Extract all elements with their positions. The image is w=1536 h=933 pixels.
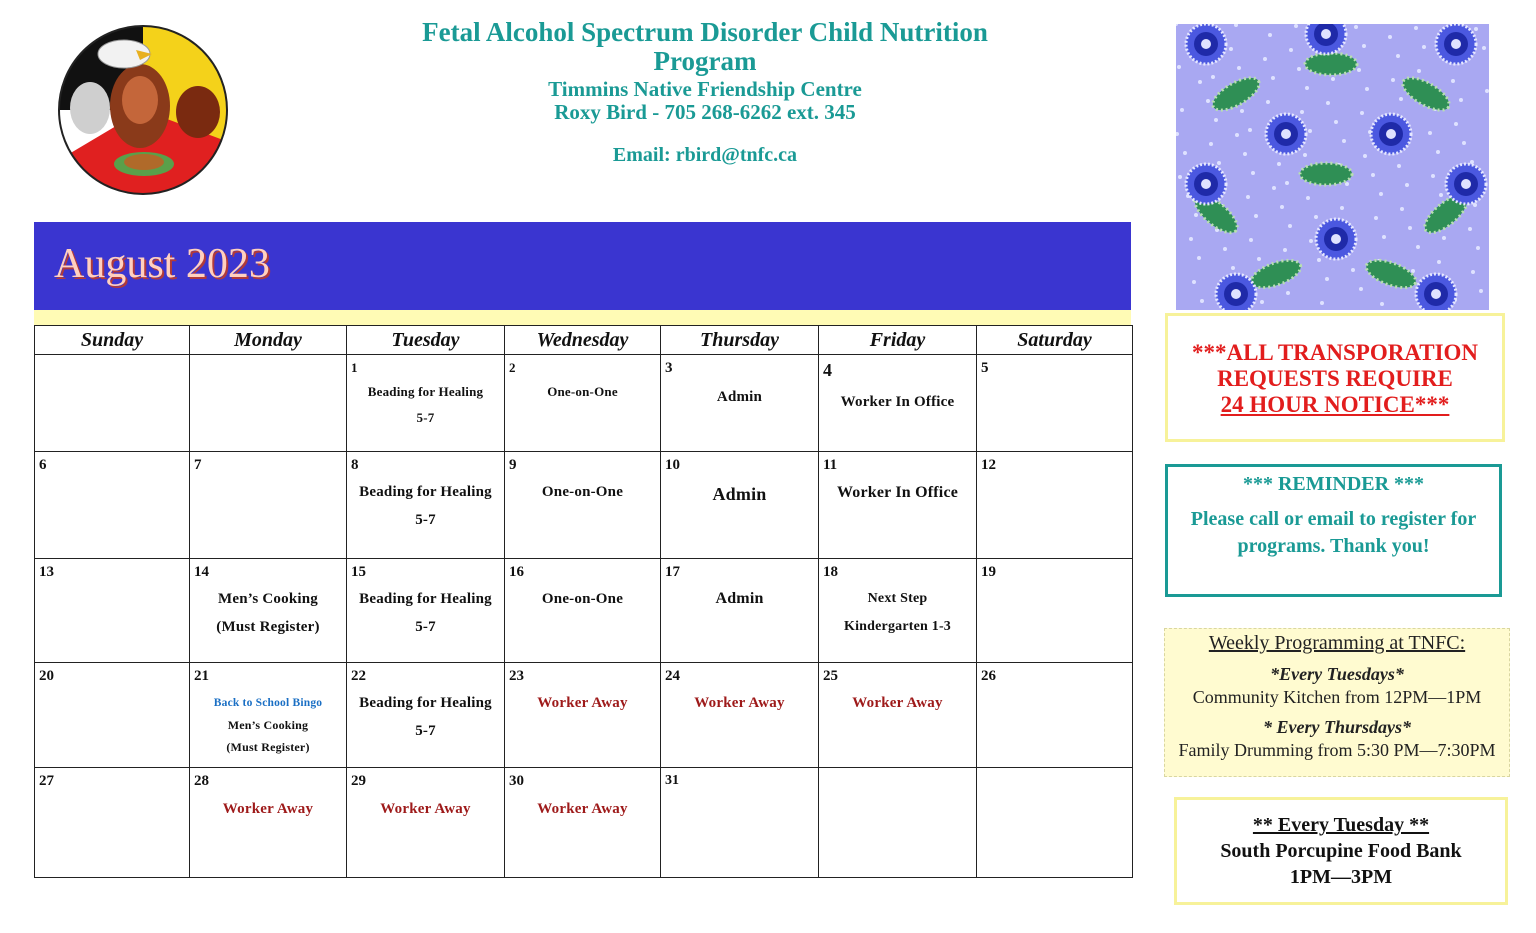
event-title: One-on-One bbox=[541, 591, 624, 607]
program-title: Fetal Alcohol Spectrum Disorder Child Nutrition Program bbox=[422, 17, 988, 76]
day-number: 9 bbox=[509, 457, 517, 473]
day-number: 30 bbox=[509, 773, 524, 789]
weekly-day-2: * Every Thursdays* bbox=[1263, 717, 1411, 737]
day-number: 14 bbox=[194, 564, 209, 580]
event-title-bingo: Back to School Bingo bbox=[213, 697, 323, 709]
event-title: Worker Away bbox=[222, 801, 314, 817]
week-row bbox=[35, 355, 1133, 452]
day-cell bbox=[505, 452, 661, 559]
event-title: One-on-One bbox=[547, 384, 618, 399]
day-number: 13 bbox=[39, 564, 54, 580]
event-title: Worker In Office bbox=[836, 484, 959, 501]
weekly-title: Weekly Programming at TNFC: bbox=[1208, 632, 1466, 654]
day-cell bbox=[190, 663, 347, 768]
day-number: 11 bbox=[823, 457, 838, 473]
weekly-item-2: Family Drumming from 5:30 PM—7:30PM bbox=[1178, 740, 1496, 760]
event-time: 5-7 bbox=[416, 410, 435, 425]
header bbox=[380, 18, 1030, 166]
day-cell bbox=[977, 663, 1133, 768]
day-cell bbox=[977, 559, 1133, 663]
calendar-grid bbox=[34, 325, 1133, 878]
day-number: 23 bbox=[509, 668, 524, 684]
weekly-item-1: Community Kitchen from 12PM—1PM bbox=[1192, 687, 1482, 707]
event bbox=[819, 585, 976, 641]
day-cell bbox=[505, 663, 661, 768]
day-number: 21 bbox=[194, 668, 209, 684]
day-cell bbox=[977, 452, 1133, 559]
day-number: 12 bbox=[981, 457, 996, 473]
event bbox=[819, 689, 976, 717]
day-cell bbox=[505, 559, 661, 663]
event bbox=[819, 388, 976, 416]
food-bank-title: ** Every Tuesday ** bbox=[1252, 814, 1430, 836]
day-number: 18 bbox=[823, 564, 838, 580]
event bbox=[190, 795, 346, 823]
day-number: 22 bbox=[351, 668, 366, 684]
day-number: 3 bbox=[665, 360, 673, 376]
weekday-header-row bbox=[35, 326, 1133, 355]
event-title: One-on-One bbox=[541, 484, 624, 500]
day-cell bbox=[347, 559, 505, 663]
event-title: Beading for Healing bbox=[359, 484, 492, 500]
event bbox=[190, 692, 346, 758]
day-number: 16 bbox=[509, 564, 524, 580]
weekday-saturday: Saturday bbox=[977, 326, 1133, 355]
day-cell bbox=[661, 768, 819, 878]
event bbox=[505, 689, 660, 717]
banner-strip bbox=[34, 310, 1131, 325]
event-time: 5-7 bbox=[415, 723, 436, 739]
event bbox=[347, 379, 504, 431]
event bbox=[347, 585, 504, 641]
day-number: 26 bbox=[981, 668, 996, 684]
day-cell bbox=[35, 768, 190, 878]
day-number: 19 bbox=[981, 564, 996, 580]
day-cell bbox=[347, 768, 505, 878]
week-row bbox=[35, 768, 1133, 878]
event-title: Admin bbox=[712, 484, 767, 504]
reminder-text: Please call or email to register for programs. Thank you! bbox=[1190, 508, 1477, 557]
weekly-programming-box bbox=[1164, 628, 1510, 777]
event bbox=[661, 689, 818, 717]
day-number: 2 bbox=[509, 360, 516, 375]
day-cell bbox=[35, 559, 190, 663]
event-title: Beading for Healing bbox=[367, 384, 484, 399]
event-title: Admin bbox=[716, 389, 763, 405]
week-row bbox=[35, 559, 1133, 663]
food-bank-box bbox=[1174, 797, 1508, 905]
day-number: 20 bbox=[39, 668, 54, 684]
email-line: Email: rbird@tnfc.ca bbox=[612, 144, 798, 166]
day-cell bbox=[505, 768, 661, 878]
weekday-friday: Friday bbox=[819, 326, 977, 355]
reminder-title: *** REMINDER *** bbox=[1242, 473, 1425, 495]
day-number: 17 bbox=[665, 564, 680, 580]
day-number: 28 bbox=[194, 773, 209, 789]
event bbox=[347, 689, 504, 745]
event bbox=[819, 479, 976, 507]
event-time: 5-7 bbox=[415, 512, 436, 528]
week-row bbox=[35, 452, 1133, 559]
event-title: Worker Away bbox=[694, 695, 785, 711]
event-title: Worker Away bbox=[537, 695, 628, 711]
event-title: Worker Away bbox=[380, 801, 471, 817]
day-number: 6 bbox=[39, 457, 47, 473]
day-number: 7 bbox=[194, 457, 202, 473]
day-cell bbox=[35, 355, 190, 452]
day-cell bbox=[661, 559, 819, 663]
event-title-cont: Kindergarten 1-3 bbox=[843, 619, 952, 634]
weekday-sunday: Sunday bbox=[35, 326, 190, 355]
day-number: 1 bbox=[351, 360, 358, 375]
food-bank-line-2: 1PM—3PM bbox=[1289, 866, 1393, 888]
event bbox=[347, 478, 504, 534]
event-title: Worker In Office bbox=[840, 394, 955, 410]
event-title: Next Step bbox=[867, 591, 928, 606]
day-cell bbox=[977, 768, 1133, 878]
food-bank-line-1: South Porcupine Food Bank bbox=[1220, 840, 1462, 862]
contact-line: Roxy Bird - 705 268-6262 ext. 345 bbox=[554, 100, 856, 124]
day-number: 24 bbox=[665, 668, 680, 684]
transport-line-3: 24 HOUR NOTICE*** bbox=[1220, 392, 1450, 417]
floral-beadwork-pattern bbox=[1176, 24, 1489, 310]
event-title: Worker Away bbox=[852, 695, 943, 711]
day-number: 27 bbox=[39, 773, 54, 789]
event bbox=[505, 795, 660, 823]
event bbox=[661, 585, 818, 613]
day-number: 29 bbox=[351, 773, 366, 789]
day-number: 10 bbox=[665, 457, 680, 473]
day-cell bbox=[190, 355, 347, 452]
weekly-day-1: *Every Tuesdays* bbox=[1270, 664, 1404, 684]
medicine-wheel-logo bbox=[52, 24, 234, 196]
event-note: (Must Register) bbox=[216, 619, 320, 635]
day-cell bbox=[661, 355, 819, 452]
day-cell bbox=[505, 355, 661, 452]
day-cell bbox=[819, 452, 977, 559]
event bbox=[190, 585, 346, 641]
transport-line-2: REQUESTS REQUIRE bbox=[1217, 366, 1453, 391]
event bbox=[661, 383, 818, 411]
day-number: 5 bbox=[981, 360, 989, 376]
transportation-notice bbox=[1165, 313, 1505, 442]
event-title: Admin bbox=[715, 590, 764, 607]
weekday-thursday: Thursday bbox=[661, 326, 819, 355]
event bbox=[505, 478, 660, 506]
event-title: Beading for Healing bbox=[359, 695, 492, 711]
event-title: Men’s Cooking bbox=[218, 591, 318, 607]
organization-name: Timmins Native Friendship Centre bbox=[548, 77, 862, 101]
day-cell bbox=[977, 355, 1133, 452]
day-cell bbox=[190, 452, 347, 559]
day-cell bbox=[819, 559, 977, 663]
day-cell bbox=[819, 768, 977, 878]
reminder-box bbox=[1165, 464, 1502, 597]
day-number: 25 bbox=[823, 668, 838, 684]
day-cell bbox=[190, 768, 347, 878]
day-cell bbox=[347, 355, 505, 452]
day-cell bbox=[190, 559, 347, 663]
event bbox=[505, 585, 660, 613]
event bbox=[661, 480, 818, 508]
event-note: (Must Register) bbox=[226, 740, 310, 754]
day-cell bbox=[661, 452, 819, 559]
day-cell bbox=[819, 663, 977, 768]
event-time: 5-7 bbox=[415, 619, 436, 635]
day-number: 31 bbox=[665, 773, 679, 788]
event-title: Worker Away bbox=[537, 801, 628, 817]
day-cell bbox=[347, 452, 505, 559]
day-number: 15 bbox=[351, 564, 366, 580]
month-title: August 2023 bbox=[54, 241, 270, 287]
day-cell bbox=[35, 452, 190, 559]
event bbox=[347, 795, 504, 823]
day-number: 4 bbox=[823, 360, 832, 380]
event-title: Beading for Healing bbox=[359, 591, 492, 607]
transport-line-1: ***ALL TRANSPORATION bbox=[1191, 340, 1479, 365]
event bbox=[505, 379, 660, 405]
day-cell bbox=[347, 663, 505, 768]
week-row bbox=[35, 663, 1133, 768]
day-cell bbox=[819, 355, 977, 452]
weekday-tuesday: Tuesday bbox=[347, 326, 505, 355]
weekday-monday: Monday bbox=[190, 326, 347, 355]
weekday-wednesday: Wednesday bbox=[505, 326, 661, 355]
event-title: Men’s Cooking bbox=[227, 718, 309, 732]
day-cell bbox=[35, 663, 190, 768]
day-number: 8 bbox=[351, 457, 359, 473]
day-cell bbox=[661, 663, 819, 768]
